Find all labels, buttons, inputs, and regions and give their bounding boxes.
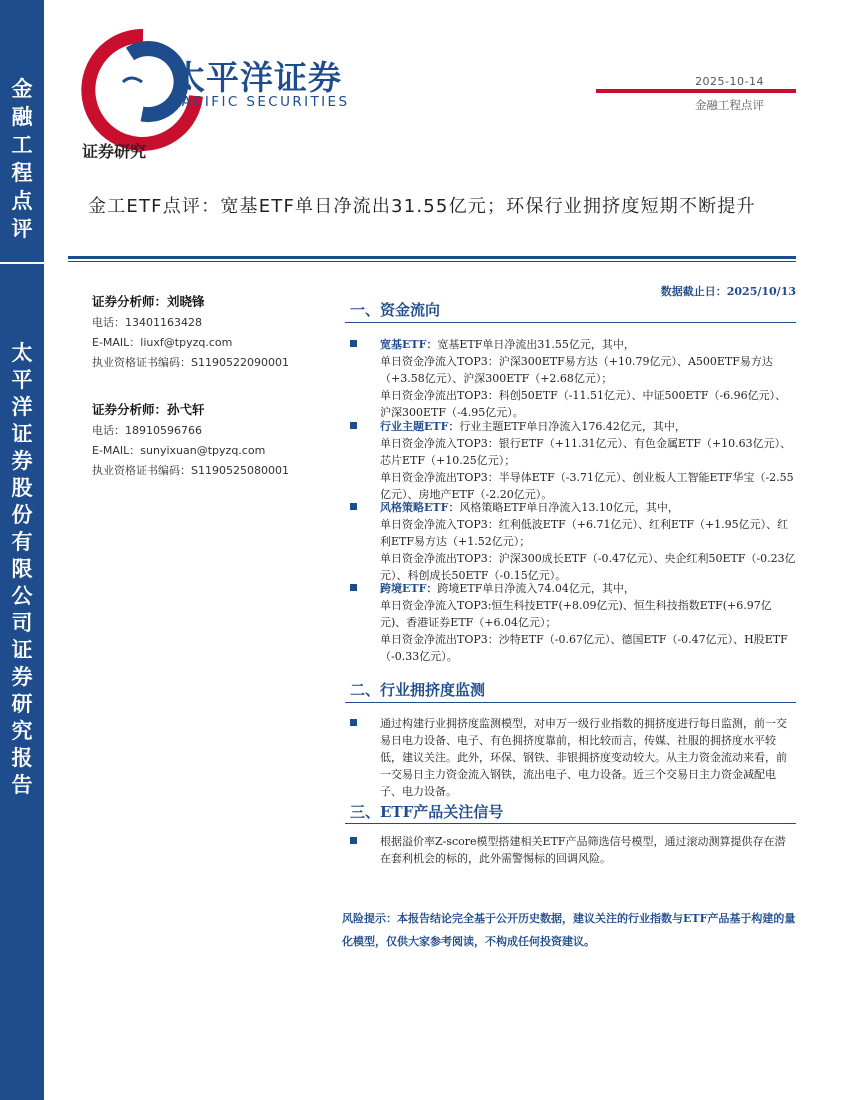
list-item [350, 580, 796, 665]
analyst-phone: 电话：13401163428 [92, 316, 202, 329]
item-label: 行业主题ETF： [380, 420, 460, 433]
list-item [350, 833, 796, 867]
title-rule [68, 256, 796, 259]
item-label: 宽基ETF： [380, 338, 438, 351]
section-heading: 三、ETF产品关注信号 [350, 803, 504, 821]
logo-chinese-name: 太平洋证券 [172, 58, 342, 97]
sidebar-company: 太 平 洋 证 券 股 份 有 限 公 司 证 券 研 究 报 告 [11, 341, 33, 797]
list-item [350, 715, 796, 800]
list-item [350, 336, 796, 421]
section-heading: 二、行业拥挤度监测 [350, 681, 486, 699]
bullet-square-icon [350, 837, 357, 844]
analyst-name: 证券分析师：刘晓锋 [92, 294, 205, 309]
section-rule [345, 823, 796, 824]
analyst-email[interactable]: E-MAIL：liuxf@tpyzq.com [92, 336, 233, 349]
analyst-card [92, 292, 289, 376]
risk-disclaimer: 风险提示：本报告结论完全基于公开历史数据，建议关注的行业指数与ETF产品基于构建的量化模型，仅供大家参考阅读，不构成任何投资建议。 [342, 912, 796, 948]
sidebar [0, 0, 44, 1100]
item-subline: 单日资金净流出TOP3：科创50ETF（-11.51亿元）、中证500ETF（-6.96亿元）、沪深300ETF（-4.95亿元）。 [380, 389, 787, 419]
analyst-card [92, 400, 289, 484]
analyst-email[interactable]: E-MAIL：sunyixuan@tpyzq.com [92, 444, 266, 457]
report-date: 2025-10-14 [695, 75, 764, 88]
analyst-license: 执业资格证书编码：S1190525080001 [92, 464, 289, 477]
item-subline: 单日资金净流入TOP3：沪深300ETF易方达（+10.79亿元）、A500ETF易方达（+3.58亿元）、沪深300ETF（+2.68亿元）； [380, 355, 773, 385]
clipped-label: 证券研究 [82, 142, 147, 161]
item-label: 风格策略ETF： [380, 501, 460, 514]
item-text: 跨境ETF单日净流入74.04亿元，其中， [437, 582, 635, 595]
data-cutoff-date: 数据截止日：2025/10/13 [660, 285, 796, 298]
section-rule [345, 702, 796, 703]
item-text: 宽基ETF单日净流出31.55亿元，其中， [437, 338, 635, 351]
item-subline: 单日资金净流入TOP3：银行ETF（+11.31亿元）、有色金属ETF（+10.63亿元）、芯片ETF（+10.25亿元）； [380, 437, 792, 467]
analyst-license: 执业资格证书编码：S1190522090001 [92, 356, 289, 369]
title-rule-thin [68, 261, 796, 262]
logo-english-name: PACIFIC SECURITIES [172, 94, 350, 110]
item-text: 行业主题ETF单日净流入176.42亿元，其中， [459, 420, 686, 433]
bullet-square-icon [350, 503, 357, 510]
bullet-square-icon [350, 340, 357, 347]
item-subline: 单日资金净流出TOP3：半导体ETF（-3.71亿元）、创业板人工智能ETF华宝（-2.55亿元）、房地产ETF（-2.20亿元）。 [380, 471, 794, 501]
item-subline: 单日资金净流入TOP3：红利低波ETF（+6.71亿元）、红利ETF（+1.95亿元）、红利ETF易方达（+1.52亿元）； [380, 518, 789, 548]
item-subline: 单日资金净流出TOP3：沪深300成长ETF（-0.47亿元）、央企红利50ETF（-0.23亿元）、科创成长50ETF（-0.15亿元）。 [380, 552, 796, 582]
bullet-square-icon [350, 422, 357, 429]
section-heading: 一、资金流向 [350, 301, 441, 319]
bullet-square-icon [350, 584, 357, 591]
analyst-name: 证券分析师：孙弋轩 [92, 402, 205, 417]
analyst-phone: 电话：18910596766 [92, 424, 202, 437]
item-subline: 单日资金净流出TOP3：沙特ETF（-0.67亿元）、德国ETF（-0.47亿元）、H股ETF（-0.33亿元）。 [380, 633, 788, 663]
report-type: 金融工程点评 [695, 98, 764, 112]
section-rule [345, 322, 796, 323]
item-label: 跨境ETF： [380, 582, 438, 595]
bullet-square-icon [350, 719, 357, 726]
item-text: 风格策略ETF单日净流入13.10亿元，其中， [459, 501, 679, 514]
date-accent-rule [596, 89, 796, 93]
list-item [350, 499, 796, 584]
item-text: 根据溢价率Z-score模型搭建相关ETF产品筛选信号模型，通过滚动测算提供存在潜在套利机会的标的，此外需警惕标的回调风险。 [380, 835, 786, 865]
item-text: 通过构建行业拥挤度监测模型，对申万一级行业指数的拥挤度进行每日监测，前一交易日电力设备、电子、有色拥挤度靠前，相比较而言，传媒、社服的拥挤度水平较低，建议关注。此外，环保、钢铁、非银拥挤度变动较大。从主力资金流动来看，前一交易日主力资金流入钢铁，流出电子、电力设备。近三个交易日主力资金减配电子、电力设备。 [380, 717, 787, 798]
sidebar-divider [0, 262, 44, 264]
sidebar-category: 金 融 工 程 点 评 [11, 77, 33, 241]
item-subline: 单日资金净流入TOP3:恒生科技ETF(+8.09亿元)、恒生科技指数ETF(+6.97亿元)、香港证券ETF（+6.04亿元）； [380, 599, 772, 629]
report-title: 金工ETF点评：宽基ETF单日净流出31.55亿元；环保行业拥挤度短期不断提升 [88, 196, 756, 217]
list-item [350, 418, 796, 503]
